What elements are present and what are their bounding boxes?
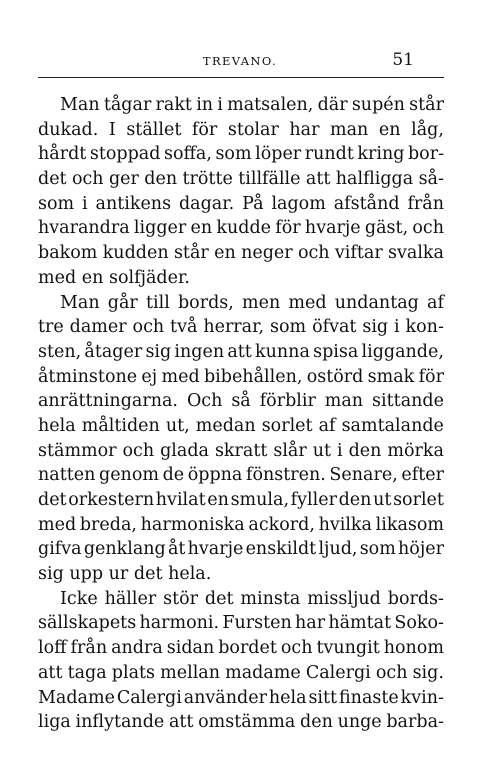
text-line: sällskapets harmoni. Fursten har hämtat Soko- xyxy=(38,613,444,634)
text-line: att taga plats mellan madame Calergi och sig. xyxy=(38,662,444,683)
text-line: sten, åtager sig ingen att kunna spisa liggande, xyxy=(38,341,444,362)
text-line: med en solfjäder. xyxy=(38,267,190,288)
text-line: tre damer och två herrar, som öfvat sig i kon- xyxy=(38,317,444,338)
header-rule xyxy=(38,77,444,78)
text-line: liga inflytande att omstämma den unge barba- xyxy=(38,712,444,733)
text-line: anrättningarna. Och så förblir man sittande xyxy=(38,391,444,412)
page-number: 51 xyxy=(392,50,414,70)
text-line: det och ger den trötte tillfälle att halfligga så- xyxy=(38,169,444,190)
text-line: Man tågar rakt in i matsalen, där supén står xyxy=(60,95,444,115)
text-line: åtminstone ej med bibehållen, ostörd smak för xyxy=(38,366,444,387)
text-line: loff från andra sidan bordet och tvungit honom xyxy=(38,638,444,659)
text-line: Madame Calergi använder hela sitt finaste kvin- xyxy=(38,687,444,708)
running-title: TREVANO. xyxy=(202,54,278,68)
text-line: stämmor och glada skratt slår ut i den mörka xyxy=(38,440,444,461)
text-line: natten genom de öppna fönstren. Senare, efter xyxy=(38,465,444,486)
text-line: gifva genklang åt hvarje enskildt ljud, som höjer xyxy=(38,539,444,560)
text-line: med breda, harmoniska ackord, hvilka likasom xyxy=(38,514,444,535)
text-line: bakom kudden står en neger och viftar svalka xyxy=(38,243,444,264)
text-line: hela måltiden ut, medan sorlet af samtalande xyxy=(38,415,444,436)
text-line: hvarandra ligger en kudde för hvarje gäst, och xyxy=(38,218,444,239)
text-line: sig upp ur det hela. xyxy=(38,564,212,585)
running-head xyxy=(0,52,480,74)
text-line: som i antikens dagar. På lagom afstånd från xyxy=(38,193,444,214)
text-line: dukad. I stället för stolar har man en låg, xyxy=(38,119,444,140)
body-text xyxy=(38,93,444,735)
text-line: det orkestern hvilat en smula, fyller den ut sorlet xyxy=(38,490,444,510)
text-line: Man går till bords, men med undantag af xyxy=(60,292,444,313)
text-line: Icke häller stör det minsta missljud bords- xyxy=(60,588,444,609)
text-line: hårdt stoppad soffa, som löper rundt kring bor- xyxy=(38,144,444,165)
